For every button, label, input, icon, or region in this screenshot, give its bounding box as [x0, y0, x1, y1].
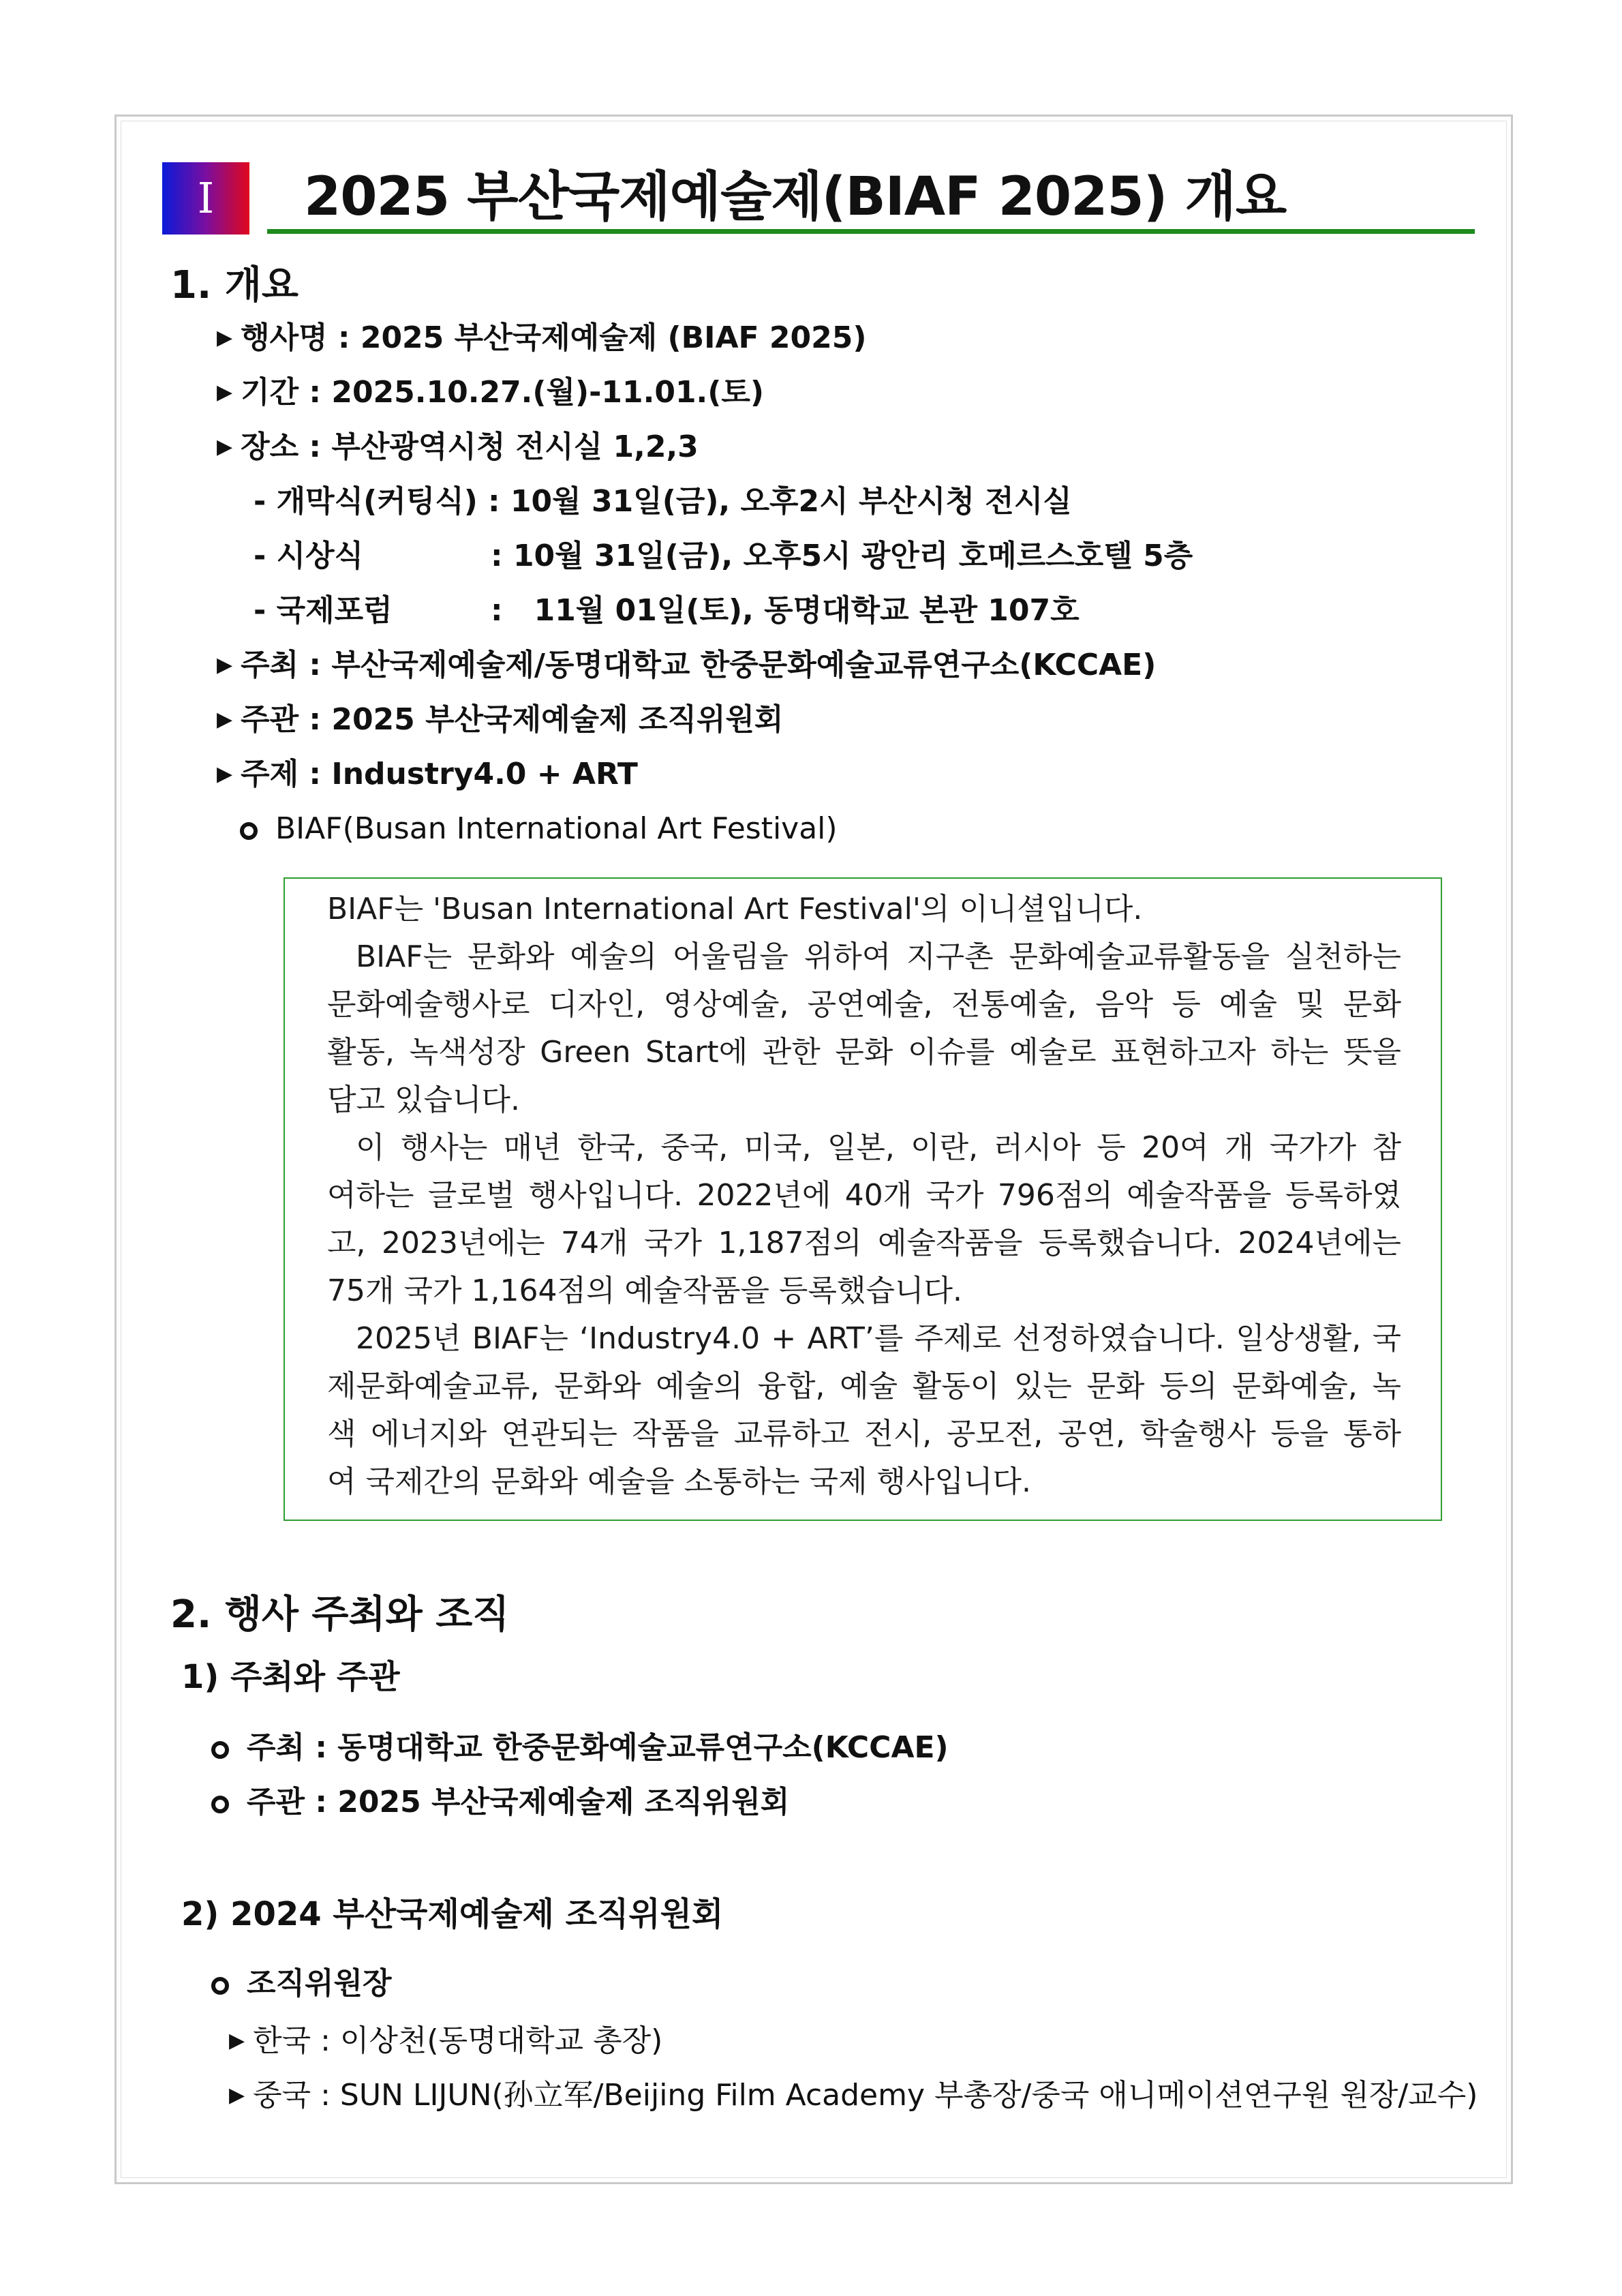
item-value: 2025 부산국제예술제 조직위원회	[337, 1785, 790, 1819]
intro-line: 75개 국가 1,164점의 예술작품을 등록했습니다.	[327, 1273, 962, 1308]
item-label: 주관	[247, 1785, 305, 1819]
sub-event-value: 11월 01일(토), 동명대학교 본관 107호	[534, 593, 1080, 628]
sub-event-sep: :	[488, 484, 500, 519]
committee-chair-heading	[211, 1963, 392, 2004]
item-sep: :	[299, 702, 332, 737]
item-label: 행사명	[241, 320, 328, 355]
circle-bullet-icon	[211, 1796, 229, 1813]
triangle-bullet-icon: ▶	[217, 762, 233, 786]
chair-heading-label: 조직위원장	[247, 1966, 392, 2001]
intro-line: BIAF는 문화와 예술의 어울림을 위하여 지구촌 문화예술교류활동을 실천하는	[356, 939, 1401, 974]
intro-line: 고, 2023년에는 74개 국가 1,187점의 예술작품을 등록했습니다. 2024년에는	[327, 1226, 1401, 1260]
item-label: 주관	[241, 702, 299, 737]
item-value: 부산국제예술제/동명대학교 한중문화예술교류연구소(KCCAE)	[331, 648, 1157, 682]
host-item	[211, 1727, 949, 1768]
subsection-committee-heading: 2) 2024 부산국제예술제 조직위원회	[181, 1895, 724, 1933]
intro-line: 2025년 BIAF는 ‘Industry4.0 + ART’를 주제로 선정하였습니다. 일상생활, 국	[356, 1321, 1401, 1356]
item-sep: :	[327, 320, 361, 355]
subsection-host-heading: 1) 주최와 주관	[181, 1658, 400, 1696]
overview-item-host	[217, 645, 1156, 689]
sub-event-opening	[254, 481, 478, 522]
member-korea	[229, 2021, 662, 2065]
page-title: 2025 부산국제예술제(BIAF 2025) 개요	[304, 166, 1287, 228]
item-sep: :	[305, 1785, 338, 1819]
sub-event-forum	[254, 590, 393, 631]
item-sep: :	[299, 429, 332, 464]
sub-event-sep: :	[491, 539, 503, 573]
item-value: 2025 부산국제예술제 조직위원회	[331, 702, 784, 737]
triangle-bullet-icon: ▶	[217, 708, 233, 731]
sub-event-award-value	[491, 536, 1193, 577]
item-sep: :	[311, 2023, 340, 2058]
sub-event-sep: :	[491, 593, 503, 628]
intro-line: 활동, 녹색성장 Green Start에 관한 문화 이슈를 예술로 표현하고자 하는 뜻을	[327, 1035, 1401, 1070]
biaf-full-name: BIAF(Busan International Art Festival)	[275, 811, 838, 846]
sub-event-opening-value	[488, 481, 1072, 522]
triangle-bullet-icon: ▶	[217, 435, 233, 459]
section2-heading: 2. 행사 주최와 조직	[170, 1592, 510, 1637]
intro-line: 색 에너지와 연관되는 작품을 교류하고 전시, 공모전, 공연, 학술행사 등을 통하	[327, 1417, 1401, 1451]
item-label: 주제	[241, 757, 299, 791]
intro-line: 문화예술행사로 디자인, 영상예술, 공연예술, 전통예술, 음악 등 예술 및 문화	[327, 987, 1401, 1022]
triangle-bullet-icon: ▶	[217, 326, 233, 350]
sub-event-value: 10월 31일(금), 오후5시 광안리 호메르스호텔 5층	[512, 539, 1193, 573]
triangle-bullet-icon: ▶	[229, 2029, 245, 2053]
member-country: 중국	[253, 2078, 311, 2113]
item-value: 부산광역시청 전시실 1,2,3	[331, 429, 699, 464]
intro-line: 여하는 글로벌 행사입니다. 2022년에 40개 국가 796점의 예술작품을 등록하였	[327, 1178, 1401, 1213]
organizer-item	[211, 1782, 789, 1823]
item-sep: :	[299, 375, 332, 410]
item-label: 주최	[247, 1730, 305, 1765]
item-label: 기간	[241, 375, 299, 410]
item-value: 2025 부산국제예술제 (BIAF 2025)	[360, 320, 867, 355]
item-value: 2025.10.27.(월)-11.01.(토)	[331, 375, 764, 410]
item-value: 동명대학교 한중문화예술교류연구소(KCCAE)	[337, 1730, 949, 1765]
intro-line: 제문화예술교류, 문화와 예술의 융합, 예술 활동이 있는 문화 등의 문화예술, 녹	[327, 1369, 1401, 1404]
sub-event-label: - 국제포럼	[254, 593, 393, 628]
sub-event-value: 10월 31일(금), 오후2시 부산시청 전시실	[510, 484, 1072, 519]
item-value: Industry4.0 + ART	[331, 757, 638, 791]
member-name: SUN LIJUN(孙立军/Beijing Film Academy 부총장/중국 애니메이션연구원 원장/교수)	[339, 2078, 1478, 2113]
item-sep: :	[311, 2078, 340, 2113]
sub-event-label: - 개막식(커팅식)	[254, 484, 478, 519]
biaf-circle-item	[240, 809, 838, 849]
triangle-bullet-icon: ▶	[217, 380, 233, 404]
intro-line: BIAF는 'Busan International Art Festival'의 이니셜입니다.	[327, 892, 1143, 926]
overview-item-venue	[217, 427, 699, 471]
intro-line: 이 행사는 매년 한국, 중국, 미국, 일본, 이란, 러시아 등 20여 개 국가가 참	[356, 1130, 1401, 1165]
overview-item-organizer	[217, 699, 783, 744]
member-name: 이상천(동명대학교 총장)	[339, 2023, 663, 2058]
circle-bullet-icon	[211, 1741, 229, 1759]
item-label: 장소	[241, 429, 299, 464]
member-china	[229, 2075, 1478, 2119]
sub-event-forum-value	[491, 590, 1080, 631]
item-sep: :	[299, 757, 332, 791]
sub-event-label: - 시상식	[254, 539, 364, 573]
section1-heading: 1. 개요	[170, 263, 299, 307]
title-underline	[267, 229, 1475, 234]
intro-line: 담고 있습니다.	[327, 1083, 520, 1117]
section-numeral-badge: I	[162, 162, 249, 235]
item-label: 주최	[241, 648, 299, 682]
overview-item-period	[217, 372, 764, 417]
item-sep: :	[299, 648, 332, 682]
triangle-bullet-icon: ▶	[217, 653, 233, 677]
triangle-bullet-icon: ▶	[229, 2083, 245, 2107]
overview-item-name	[217, 318, 866, 362]
circle-bullet-icon	[211, 1977, 229, 1995]
intro-line: 여 국제간의 문화와 예술을 소통하는 국제 행사입니다.	[327, 1464, 1031, 1499]
overview-item-theme	[217, 754, 638, 798]
circle-bullet-icon	[240, 822, 258, 840]
sub-event-award	[254, 536, 363, 577]
member-country: 한국	[253, 2023, 311, 2058]
item-sep: :	[305, 1730, 338, 1765]
